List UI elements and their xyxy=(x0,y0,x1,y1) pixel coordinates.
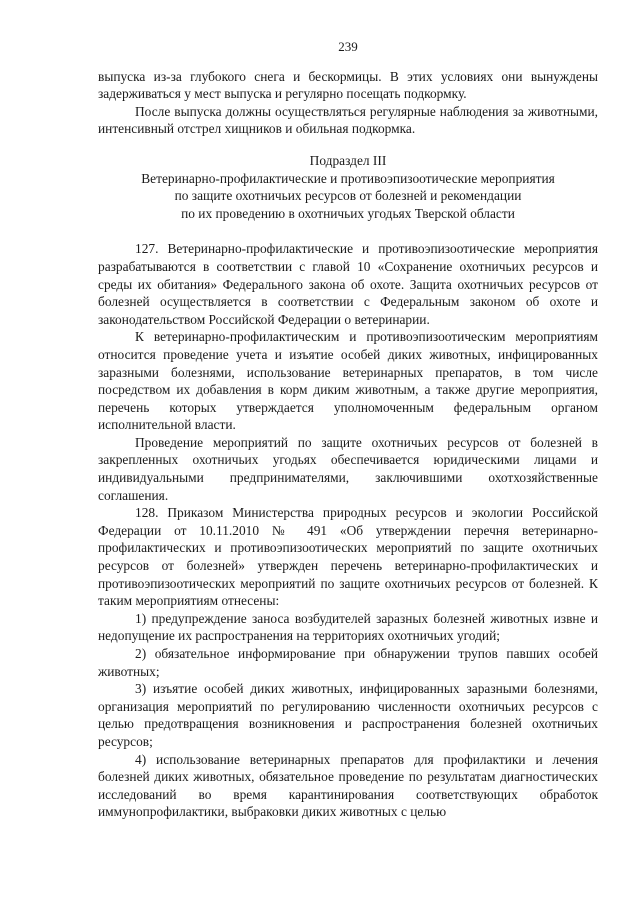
paragraph-measures-provision: Проведение мероприятий по защите охотничьих ресурсов от болезней в закрепленных охотничьих угодьях обеспечивается юридическими лицами и индивидуальными предпринимателями, заключившими охотхозяйственные соглашения. xyxy=(98,434,598,503)
section-heading-line: Подраздел III xyxy=(309,152,387,168)
section-heading-line: по их проведению в охотничьих угодьях Тверской области xyxy=(181,205,515,221)
paragraph-127: 127. Ветеринарно-профилактические и противоэпизоотические мероприятия разрабатываются в соответствии с главой 10 «Сохранение охотничьих ресурсов и среды их обитания» Федерального закона об охоте. Защита охотничьих ресурсов от болезней осуществляется в соответствии с Федеральным законом об охоте и законодательством Российской Федерации о ветеринарии. xyxy=(98,241,598,327)
list-item-2: 2) обязательное информирование при обнаружении трупов павших особей животных; xyxy=(98,646,598,679)
document-page xyxy=(98,38,598,821)
paragraph-after-release: После выпуска должны осуществляться регулярные наблюдения за животными, интенсивный отстрел хищников и обильная подкормка. xyxy=(98,103,598,137)
list-item-1: 1) предупреждение заноса возбудителей заразных болезней животных извне и недопущение их распространения на территориях охотничьих угодий; xyxy=(98,610,598,644)
section-heading-line: по защите охотничьих ресурсов от болезней и рекомендации xyxy=(174,188,522,204)
section-heading-line: Ветеринарно-профилактические и противоэпизоотические мероприятия xyxy=(141,170,555,186)
list-item-3: 3) изъятие особей диких животных, инфицированных заразными болезнями, организация мероприятий по регулированию численности охотничьих ресурсов с целью предотвращения возникновения и распространения болезней охотничьих ресурсов; xyxy=(98,681,598,749)
page-number: 239 xyxy=(338,39,358,54)
paragraph-measures-definition: К ветеринарно-профилактическим и противоэпизоотическим мероприятиям относится проведение учета и изъятие особей диких животных, инфицированных заразными болезнями, использование ветеринарных препаратов, в том числе посредством их добавления в корм диким животным, а также другие мероприятия, перечень которых утверждается уполномоченным федеральным органом исполнительной власти. xyxy=(98,329,598,433)
paragraph-continuation: выпуска из-за глубокого снега и бескормицы. В этих условиях они вынуждены задерживаться у мест выпуска и регулярно посещать подкормку. xyxy=(98,68,598,102)
list-item-4: 4) использование ветеринарных препаратов для профилактики и лечения болезней диких животных, обязательное проведение по результатам диагностических исследований во время карантинирования соответствующих обработок иммунопрофилактики, выбраковки диких животных с целью xyxy=(98,751,598,820)
section-heading xyxy=(98,152,598,222)
paragraph-128: 128. Приказом Министерства природных ресурсов и экологии Российской Федерации от 10.11.2010 № 491 «Об утверждении перечня ветеринарно-профилактических и противоэпизоотических мероприятий по защите охотничьих ресурсов от болезней» утвержден перечень ветеринарно-профилактических и противоэпизоотических мероприятий по защите охотничьих ресурсов от болезней. К таким мероприятиям отнесены: xyxy=(98,505,598,609)
